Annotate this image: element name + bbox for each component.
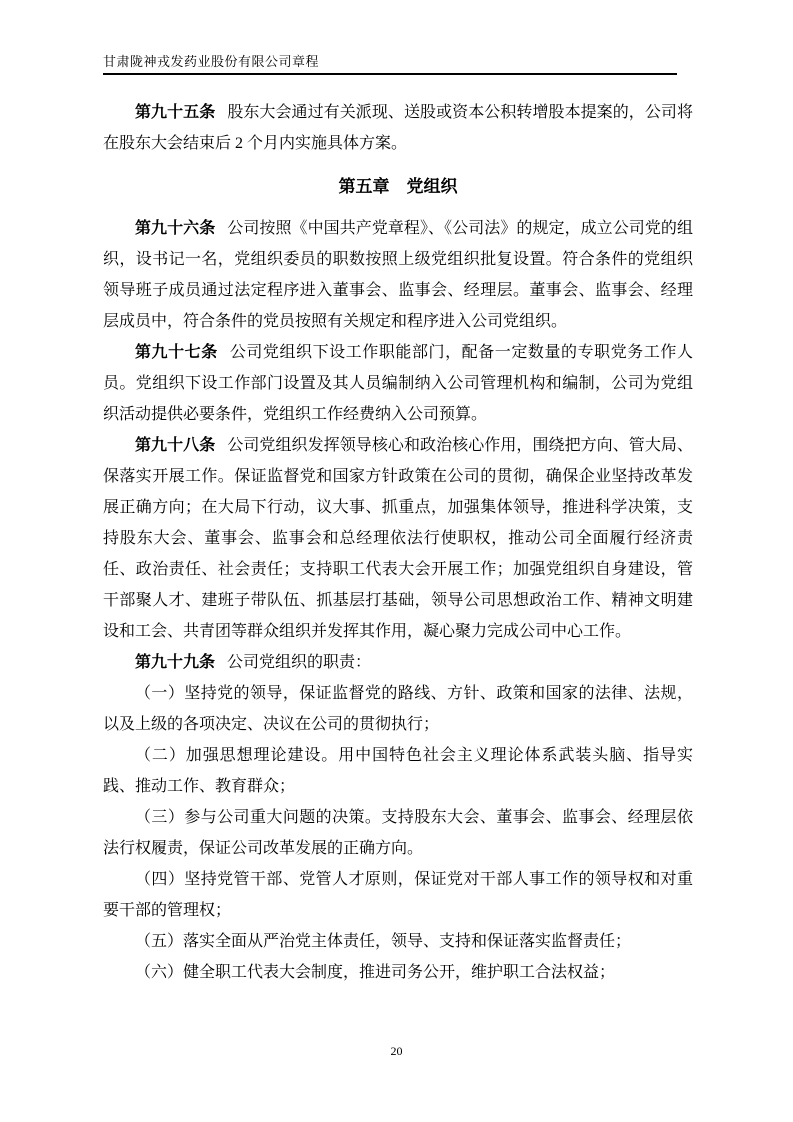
article-text: 公司按照《中国共产党章程》、《公司法》的规定，成立公司党的组织，设书记一名，党组织委员的职数按照上级党组织批复设置。符合条件的党组织领导班子成员通过法定程序进入董事会、监事会、经理层。董事会、监事会、经理层成员中，符合条件的党员按照有关规定和程序进入公司党组织。 [103, 220, 693, 330]
chapter-heading: 第五章 党组织 [338, 177, 458, 196]
article-number: 第九十八条 [135, 437, 216, 454]
article-paragraph [103, 647, 693, 678]
document-title: 甘肃陇神戎发药业股份有限公司章程 [103, 54, 320, 69]
list-item: （二）加强思想理论建设。用中国特色社会主义理论体系武装头脑、指导实践、推动工作、教育群众； [103, 747, 693, 795]
article-paragraph [103, 337, 693, 430]
list-item: （四）坚持党管干部、党管人才原则，保证党对干部人事工作的领导权和对重要干部的管理权； [103, 871, 693, 919]
article-number: 第九十九条 [135, 654, 216, 671]
document-body [103, 97, 693, 988]
article-number: 第九十六条 [135, 220, 216, 237]
article-text: 股东大会通过有关派现、送股或资本公积转增股本提案的，公司将在股东大会结束后 2 个月内实施具体方案。 [103, 104, 693, 152]
list-item: （一）坚持党的领导，保证监督党的路线、方针、政策和国家的法律、法规，以及上级的各项决定、决议在公司的贯彻执行； [103, 685, 693, 733]
list-item: （五）落实全面从严治党主体责任，领导、支持和保证落实监督责任； [135, 933, 632, 950]
article-number: 第九十五条 [135, 104, 216, 121]
list-item: （三）参与公司重大问题的决策。支持股东大会、董事会、监事会、经理层依法行权履责，保证公司改革发展的正确方向。 [103, 809, 693, 857]
article-text: 公司党组织发挥领导核心和政治核心作用，围绕把方向、管大局、保落实开展工作。保证监督党和国家方针政策在公司的贯彻，确保企业坚持改革发展正确方向；在大局下行动，议大事、抓重点，加强集体领导，推进科学决策，支持股东大会、董事会、监事会和总经理依法行使职权，推动公司全面履行经济责任、政治责任、社会责任；支持职工代表大会开展工作；加强党组织自身建设，管干部聚人才、建班子带队伍、抓基层打基础，领导公司思想政治工作、精神文明建设和工会、共青团等群众组织并发挥其作用，凝心聚力完成公司中心工作。 [103, 437, 693, 640]
page-header [103, 53, 677, 75]
article-paragraph [103, 430, 693, 647]
article-paragraph [103, 213, 693, 337]
header-divider [103, 73, 677, 75]
article-number: 第九十七条 [135, 344, 218, 361]
article-paragraph [103, 97, 693, 159]
page-number: 20 [390, 1044, 403, 1058]
list-item: （六）健全职工代表大会制度，推进司务公开，维护职工合法权益； [135, 964, 616, 981]
article-text: 公司党组织的职责： [227, 654, 372, 671]
article-text: 公司党组织下设工作职能部门，配备一定数量的专职党务工作人员。党组织下设工作部门设置及其人员编制纳入公司管理机构和编制，公司为党组织活动提供必要条件，党组织工作经费纳入公司预算。 [103, 344, 693, 423]
